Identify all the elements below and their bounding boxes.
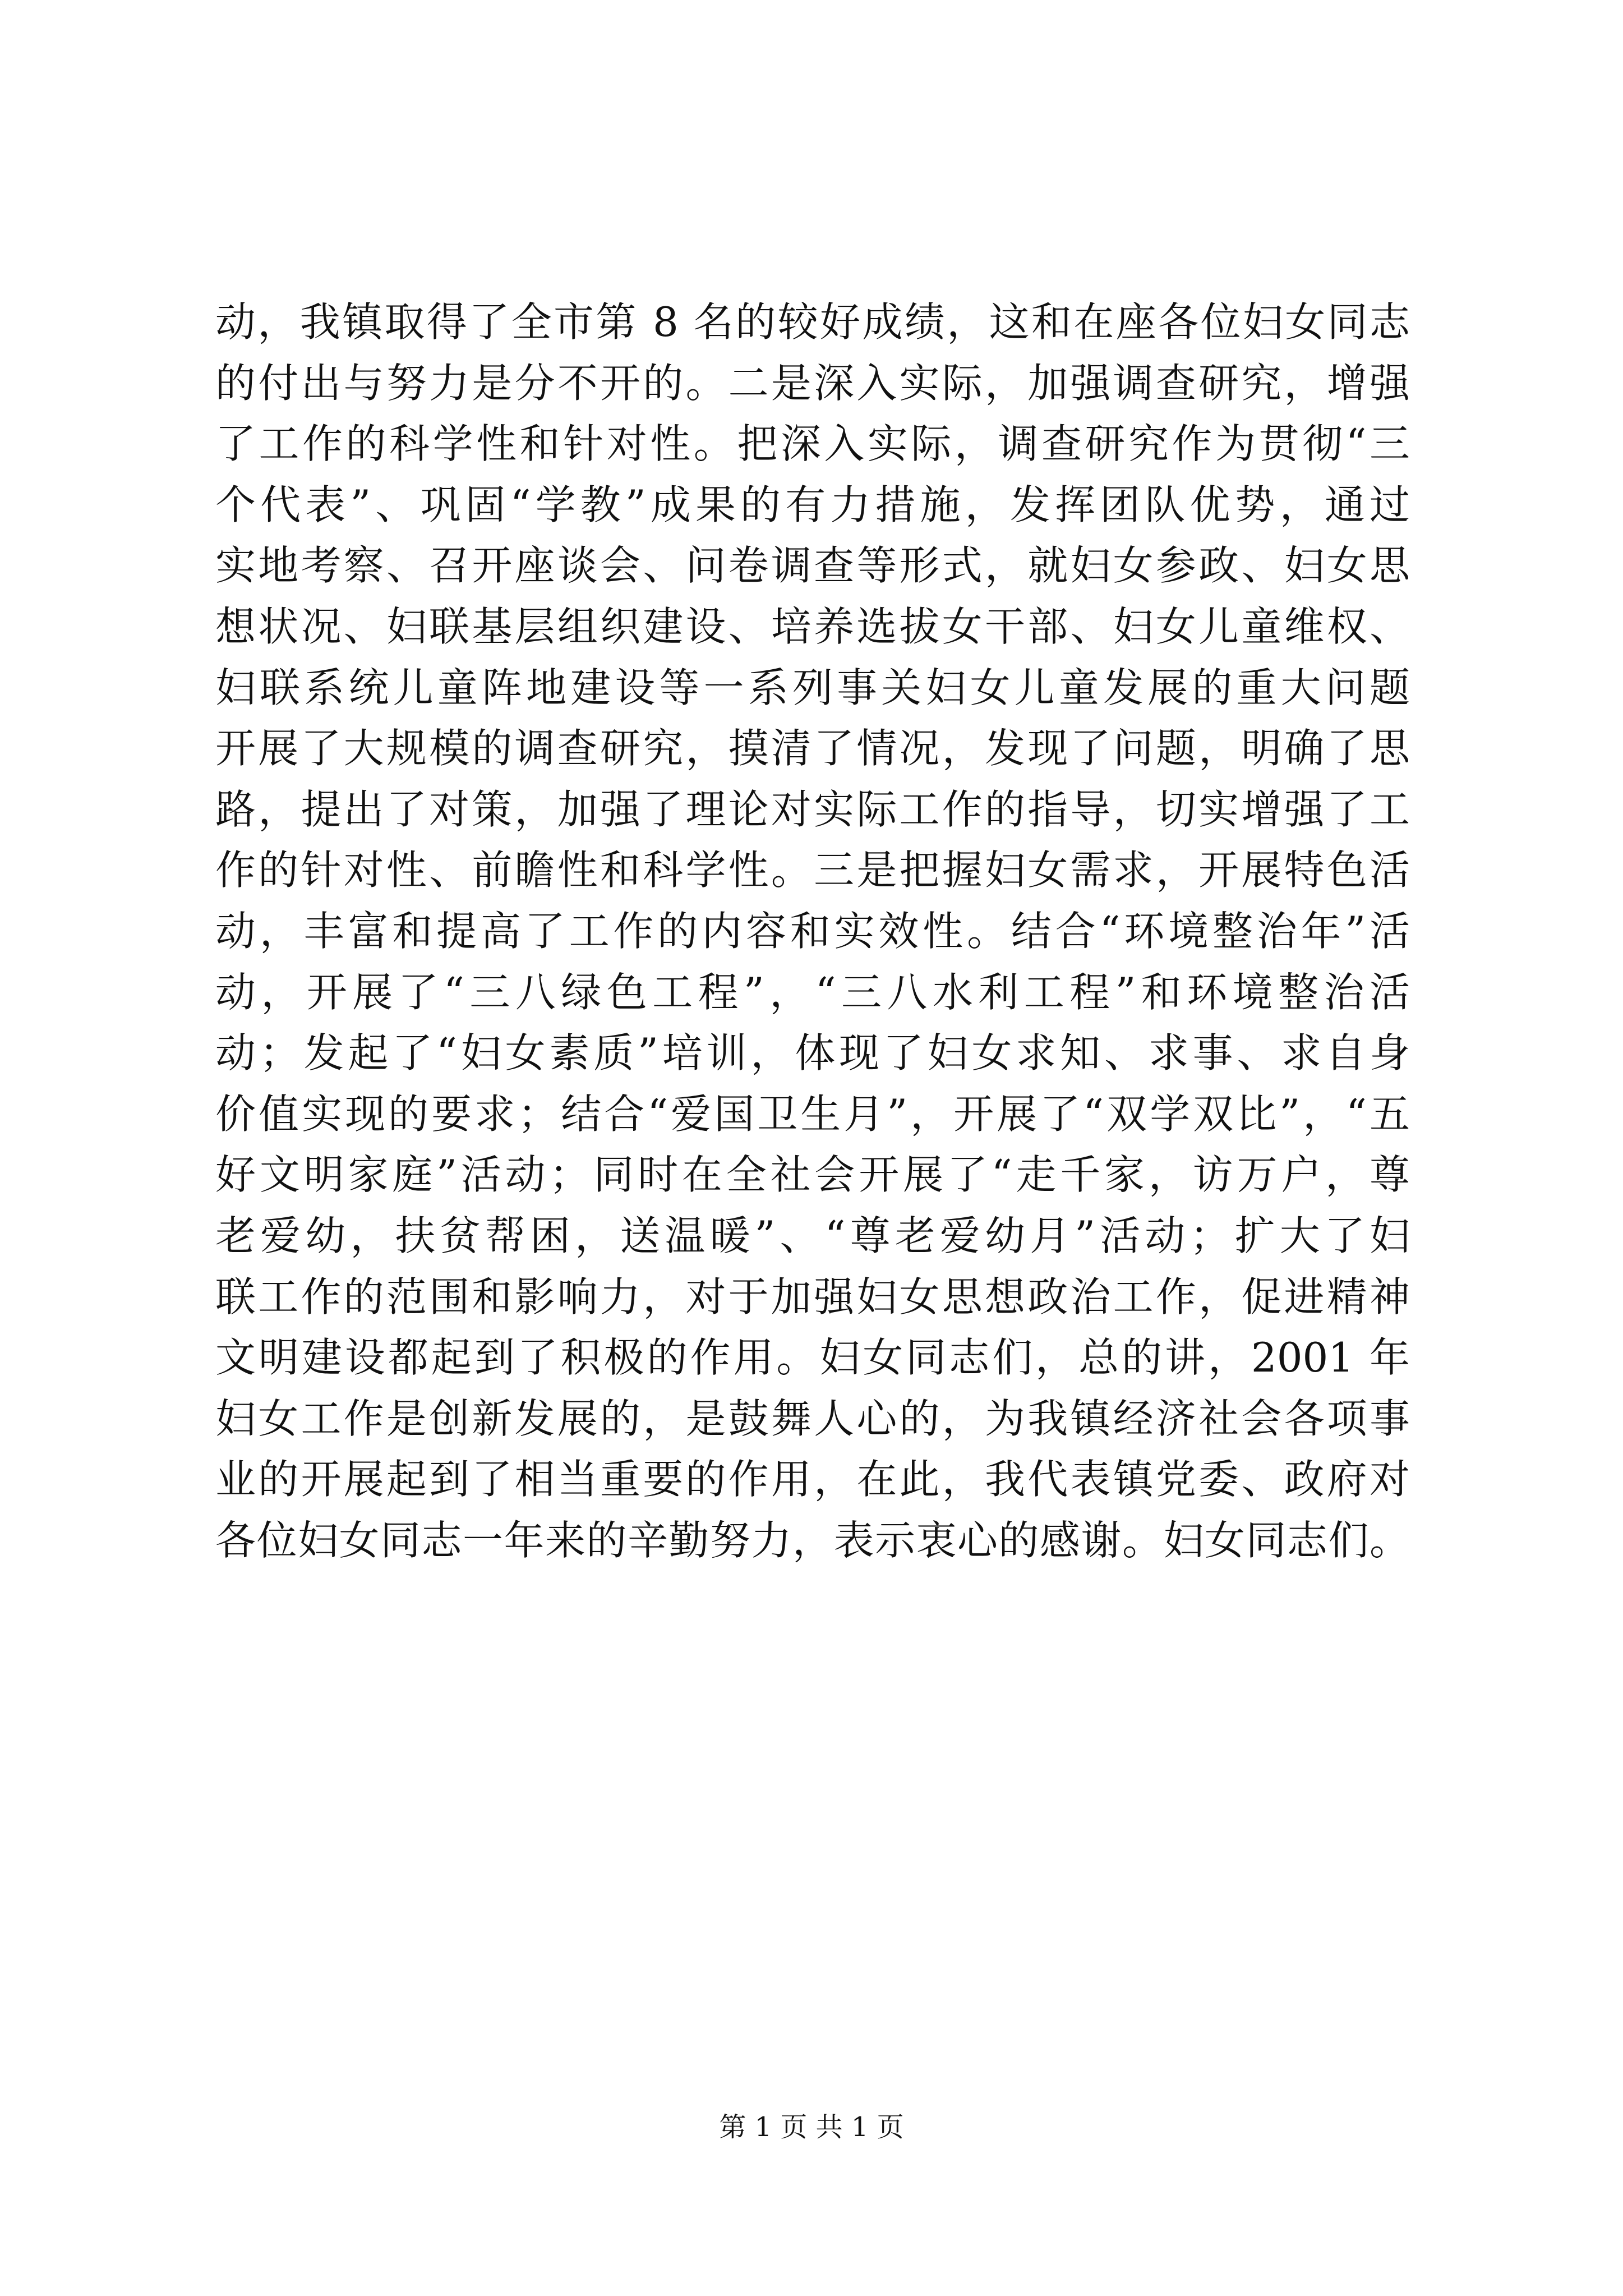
text-line: 各位妇女同志一年来的辛勤努力，表示衷心的感谢。妇女同志们。 bbox=[215, 1516, 1410, 1564]
text-line: 妇女工作是创新发展的，是鼓舞人心的，为我镇经济社会各项事 bbox=[215, 1395, 1410, 1442]
text-line: 作的针对性、前瞻性和科学性。三是把握妇女需求，开展特色活 bbox=[215, 846, 1410, 894]
text-line: 老爱幼，扶贫帮困，送温暖”、“尊老爱幼月”活动；扩大了妇 bbox=[215, 1212, 1410, 1259]
text-line: 价值实现的要求；结合“爱国卫生月”，开展了“双学双比”，“五 bbox=[215, 1090, 1410, 1138]
text-line: 实地考察、召开座谈会、问卷调查等形式，就妇女参政、妇女思 bbox=[215, 542, 1410, 590]
text-line: 路，提出了对策，加强了理论对实际工作的指导，切实增强了工 bbox=[215, 785, 1410, 833]
text-line: 想状况、妇联基层组织建设、培养选拔女干部、妇女儿童维权、 bbox=[215, 602, 1410, 650]
text-line: 个代表”、巩固“学教”成果的有力措施，发挥团队优势，通过 bbox=[215, 481, 1410, 528]
page-number: 第 1 页 共 1 页 bbox=[719, 2111, 904, 2143]
text-line: 文明建设都起到了积极的作用。妇女同志们，总的讲，2001 年 bbox=[215, 1334, 1410, 1382]
body-text bbox=[215, 292, 1410, 1571]
text-line: 联工作的范围和影响力，对于加强妇女思想政治工作，促进精神 bbox=[215, 1273, 1410, 1320]
text-line: 妇联系统儿童阵地建设等一系列事关妇女儿童发展的重大问题 bbox=[215, 664, 1410, 711]
text-line: 了工作的科学性和针对性。把深入实际，调查研究作为贯彻“三 bbox=[215, 420, 1410, 468]
text-line: 动，丰富和提高了工作的内容和实效性。结合“环境整治年”活 bbox=[215, 907, 1410, 955]
page-footer bbox=[0, 2110, 1623, 2144]
text-line: 的付出与努力是分不开的。二是深入实际，加强调查研究，增强 bbox=[215, 359, 1410, 407]
text-line: 好文明家庭”活动；同时在全社会开展了“走千家，访万户，尊 bbox=[215, 1151, 1410, 1199]
text-line: 动，我镇取得了全市第 8 名的较好成绩，这和在座各位妇女同志 bbox=[215, 298, 1410, 346]
text-line: 开展了大规模的调查研究，摸清了情况，发现了问题，明确了思 bbox=[215, 725, 1410, 772]
text-line: 动；发起了“妇女素质”培训，体现了妇女求知、求事、求自身 bbox=[215, 1029, 1410, 1077]
text-line: 业的开展起到了相当重要的作用，在此，我代表镇党委、政府对 bbox=[215, 1456, 1410, 1503]
text-line: 动，开展了“三八绿色工程”，“三八水利工程”和环境整治活 bbox=[215, 968, 1410, 1016]
